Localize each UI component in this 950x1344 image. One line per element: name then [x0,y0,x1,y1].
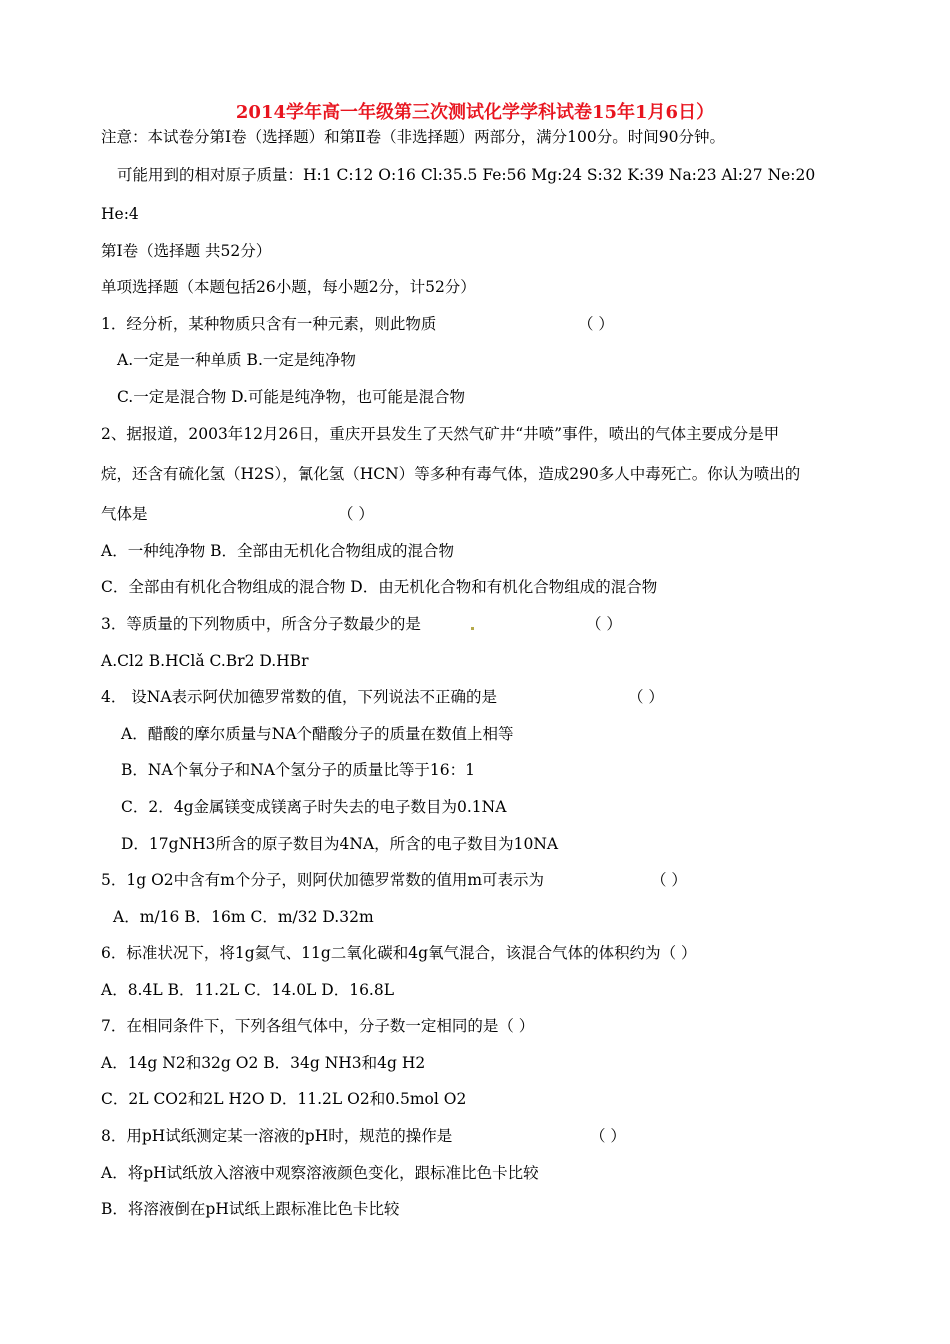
atomic-masses-line-1: 可能用到的相对原子质量：H:1 C:12 O:16 Cl:35.5 Fe:56 Mg:24 S:32 K:39 Na:23 Al:27 Ne:20 [117,166,816,184]
q8-option-b: B．将溶液倒在pH试纸上跟标准比色卡比较 [101,1200,400,1218]
exam-title: 2014学年高一年级第三次测试化学学科试卷15年1月6日） [235,102,715,123]
q5-stem: 5．1g O2中含有m个分子，则阿伏加德罗常数的值用m可表示为 [101,871,545,889]
q1-options-line-2: C.一定是混合物 D.可能是纯净物，也可能是混合物 [117,388,465,406]
exam-notice: 注意：本试卷分第Ⅰ卷（选择题）和第Ⅱ卷（非选择题）两部分，满分100分。时间90分钟。 [101,128,725,146]
q8-stem: 8．用pH试纸测定某一溶液的pH时，规范的操作是 [101,1127,453,1145]
q2-options-line-1: A．一种纯净物 B．全部由无机化合物组成的混合物 [101,542,455,560]
q3-options: A.Cl2 B.HClǎ C.Br2 D.HBr [101,652,309,670]
stray-dot-mark [471,627,474,630]
q2-stem-line-1: 2、据报道，2003年12月26日，重庆开县发生了天然气矿井“井喷”事件，喷出的气体主要成分是甲 [101,425,780,443]
q8-answer-blank: （ ） [590,1127,626,1145]
q4-option-c: C．2．4g金属镁变成镁离子时失去的电子数目为0.1NA [121,798,507,816]
q7-stem: 7．在相同条件下，下列各组气体中，分子数一定相同的是（ ） [101,1017,535,1035]
q5-answer-blank: （ ） [651,871,687,889]
q3-answer-blank: （ ） [586,615,622,633]
q7-options-line-2: C．2L CO2和2L H2O D．11.2L O2和0.5mol O2 [101,1090,467,1108]
q1-answer-blank: （ ） [578,315,614,333]
atomic-masses-line-2: He:4 [101,205,139,223]
q2-options-line-2: C．全部由有机化合物组成的混合物 D．由无机化合物和有机化合物组成的混合物 [101,578,658,596]
q4-stem: 4． 设NA表示阿伏加德罗常数的值，下列说法不正确的是 [101,688,498,706]
section-heading: 第Ⅰ卷（选择题 共52分） [101,242,272,260]
q6-stem: 6．标准状况下，将1g氦气、11g二氧化碳和4g氧气混合，该混合气体的体积约为（ ） [101,944,697,962]
q4-option-a: A．醋酸的摩尔质量与NA个醋酸分子的质量在数值上相等 [121,725,514,743]
q8-option-a: A．将pH试纸放入溶液中观察溶液颜色变化，跟标准比色卡比较 [101,1164,539,1182]
section-instruction: 单项选择题（本题包括26小题，每小题2分，计52分） [101,278,476,296]
q4-answer-blank: （ ） [628,688,664,706]
q2-stem-line-2: 烷，还含有硫化氢（H2S），氰化氢（HCN）等多种有毒气体，造成290多人中毒死亡。你认为喷出的 [101,465,801,483]
q5-options: A．m/16 B．16m C．m/32 D.32m [113,908,374,926]
q4-option-b: B．NA个氧分子和NA个氢分子的质量比等于16：1 [121,761,475,779]
q2-answer-blank: （ ） [338,505,374,523]
q1-options-line-1: A.一定是一种单质 B.一定是纯净物 [117,351,356,369]
q1-stem: 1．经分析，某种物质只含有一种元素，则此物质 [101,315,437,333]
q6-options: A．8.4L B．11.2L C．14.0L D．16.8L [101,981,395,999]
q4-option-d: D．17gNH3所含的原子数目为4NA，所含的电子数目为10NA [121,835,559,853]
q3-stem: 3．等质量的下列物质中，所含分子数最少的是 [101,615,421,633]
q2-stem-line-3: 气体是 [101,505,148,523]
q7-options-line-1: A．14g N2和32g O2 B．34g NH3和4g H2 [101,1054,426,1072]
